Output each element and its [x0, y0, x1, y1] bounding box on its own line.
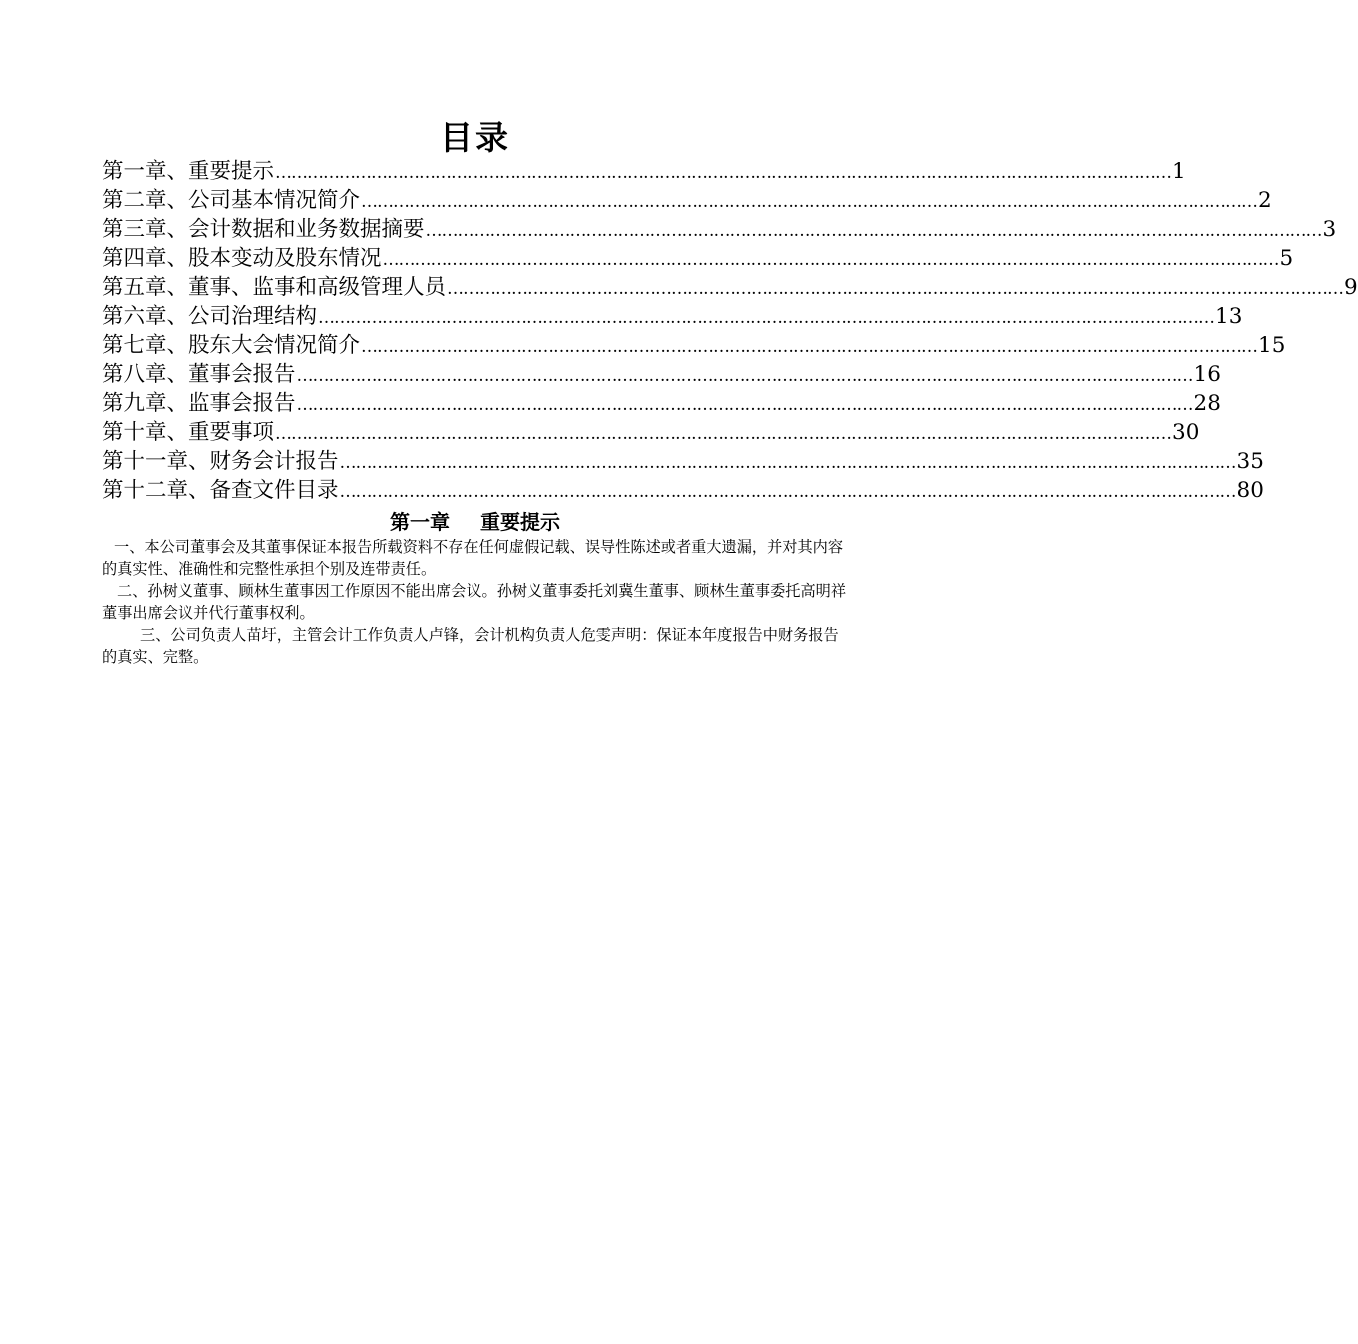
- toc-entry[interactable]: [102, 186, 1272, 215]
- toc-entry-label: 第三章、会计数据和业务数据摘要: [102, 217, 425, 242]
- toc-entry-label: 第六章、公司治理结构: [102, 304, 318, 329]
- toc-entry[interactable]: [102, 157, 1186, 186]
- toc-entry-page: 16: [1193, 362, 1221, 387]
- toc-entry-page: 2: [1258, 188, 1272, 213]
- toc-leader-dots: ……………………………………………………………………………………………………………………………………………………: [318, 308, 1215, 328]
- toc-entry[interactable]: [102, 215, 1337, 244]
- toc-entry[interactable]: [102, 418, 1200, 447]
- toc-entry-page: 28: [1193, 391, 1221, 416]
- toc-entry-label: 第一章、重要提示: [102, 159, 275, 184]
- toc-entry[interactable]: [102, 360, 1221, 389]
- toc-leader-dots: ……………………………………………………………………………………………………………………………………………………: [361, 337, 1258, 357]
- toc-entry-label: 第八章、董事会报告: [102, 362, 296, 387]
- toc-title: 目录: [440, 118, 510, 157]
- toc-entry-page: 80: [1236, 478, 1264, 503]
- body-paragraph: 三、公司负责人苗圩，主管会计工作负责人卢锋，会计机构负责人危雯声明：保证本年度报告中财务报告的真实、完整。: [102, 626, 839, 666]
- toc-leader-dots: ……………………………………………………………………………………………………………………………………………………: [339, 453, 1236, 473]
- toc-entry-page: 30: [1172, 420, 1200, 445]
- chapter-title: 重要提示: [480, 510, 560, 534]
- toc-entry-label: 第十二章、备查文件目录: [102, 478, 339, 503]
- toc-entry[interactable]: [102, 273, 1358, 302]
- toc-entry[interactable]: [102, 244, 1294, 273]
- toc-entry[interactable]: [102, 302, 1243, 331]
- toc-entry-page: 13: [1215, 304, 1243, 329]
- toc-entry-page: 3: [1322, 217, 1337, 242]
- toc-leader-dots: ……………………………………………………………………………………………………………………………………………………: [275, 424, 1172, 444]
- toc-entry-label: 第十章、重要事项: [102, 420, 275, 445]
- toc-leader-dots: ……………………………………………………………………………………………………………………………………………………: [296, 395, 1193, 415]
- toc-leader-dots: ……………………………………………………………………………………………………………………………………………………: [425, 221, 1322, 241]
- toc-entry-page: 9: [1344, 275, 1358, 300]
- toc-entry-page: 15: [1258, 333, 1286, 358]
- chapter-body: [102, 536, 852, 668]
- toc-entry-page: 35: [1236, 449, 1264, 474]
- toc-entry-label: 第九章、监事会报告: [102, 391, 296, 416]
- toc-entry-label: 第五章、董事、监事和高级管理人员: [102, 275, 447, 300]
- toc-entry-label: 第四章、股本变动及股东情况: [102, 246, 382, 271]
- body-paragraph: 一、本公司董事会及其董事保证本报告所载资料不存在任何虚假记载、误导性陈述或者重大遗漏，并对其内容的真实性、准确性和完整性承担个别及连带责任。: [102, 538, 843, 578]
- toc-entry-label: 第十一章、财务会计报告: [102, 449, 339, 474]
- toc-leader-dots: ……………………………………………………………………………………………………………………………………………………: [382, 250, 1279, 270]
- toc-entry[interactable]: [102, 476, 1264, 505]
- toc-entry-page: 1: [1172, 159, 1186, 184]
- chapter-number: 第一章: [390, 510, 450, 534]
- toc-entry-page: 5: [1279, 246, 1294, 271]
- body-paragraph: 二、孙树义董事、顾林生董事因工作原因不能出席会议。孙树义董事委托刘冀生董事、顾林生董事委托高明祥董事出席会议并代行董事权利。: [102, 582, 846, 622]
- toc-leader-dots: ……………………………………………………………………………………………………………………………………………………: [361, 192, 1258, 212]
- toc-entry-label: 第二章、公司基本情况简介: [102, 188, 361, 213]
- toc-leader-dots: ……………………………………………………………………………………………………………………………………………………: [447, 279, 1344, 299]
- toc-leader-dots: ……………………………………………………………………………………………………………………………………………………: [275, 163, 1172, 183]
- toc-leader-dots: ……………………………………………………………………………………………………………………………………………………: [296, 366, 1193, 386]
- toc-entry[interactable]: [102, 447, 1264, 476]
- toc-leader-dots: ……………………………………………………………………………………………………………………………………………………: [339, 482, 1236, 502]
- toc-entry[interactable]: [102, 389, 1221, 418]
- toc-entry-label: 第七章、股东大会情况简介: [102, 333, 361, 358]
- toc-list: [102, 157, 1358, 505]
- toc-entry[interactable]: [102, 331, 1286, 360]
- chapter-heading: [0, 507, 950, 537]
